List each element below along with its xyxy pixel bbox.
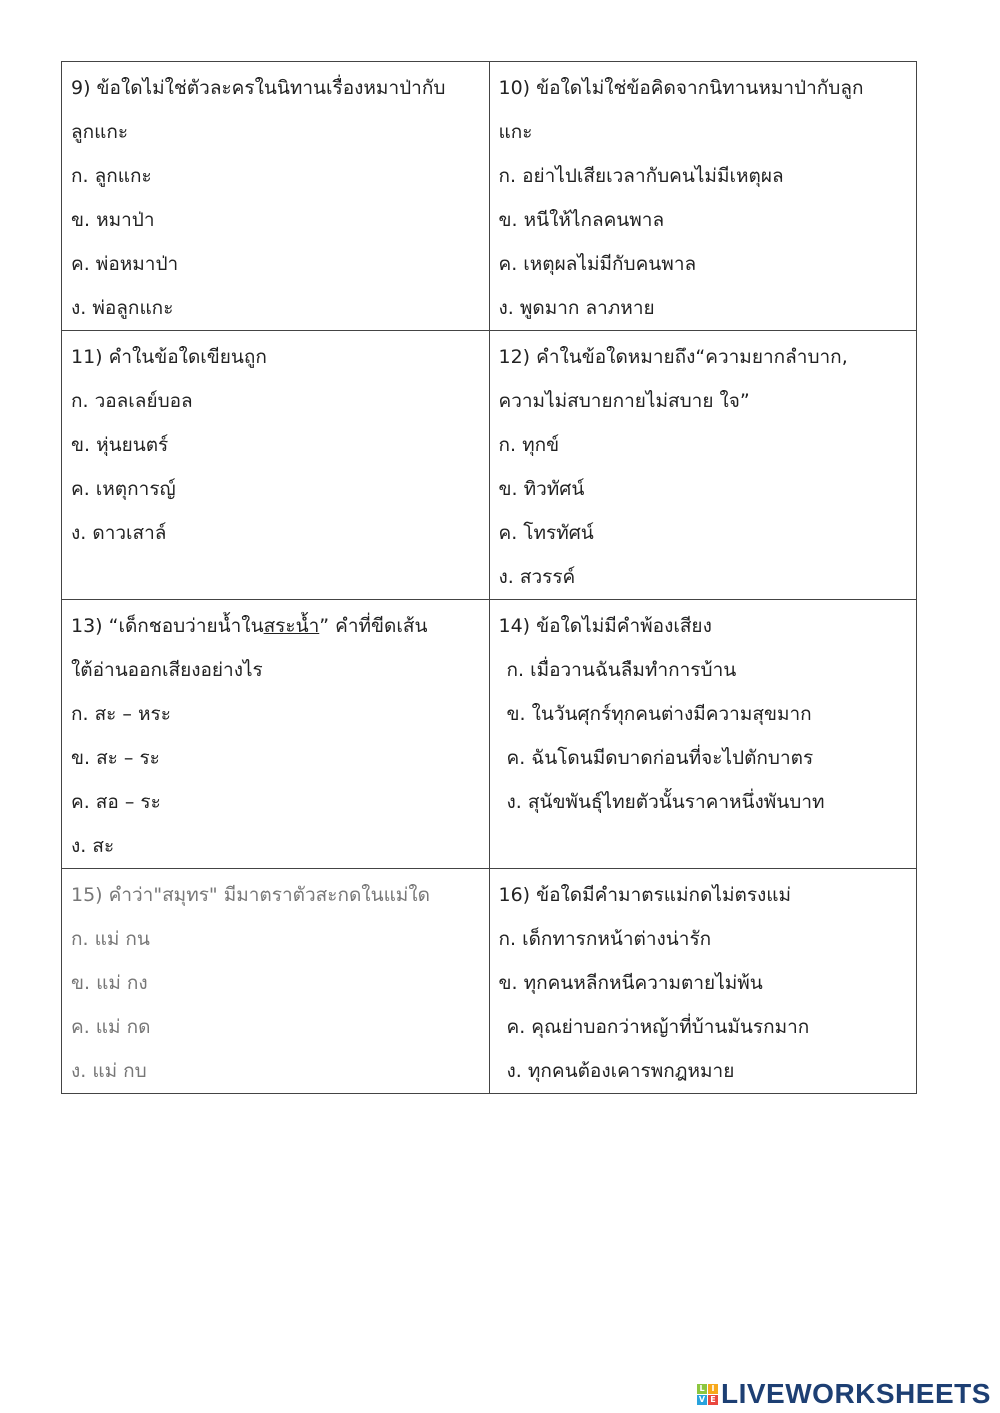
question-12 [489, 331, 917, 600]
logo-text: LIVEWORKSHEETS [721, 1378, 991, 1409]
option[interactable]: ข. แม่ กง [71, 972, 148, 994]
question-15 [62, 869, 490, 1094]
question-text: แกะ [498, 121, 533, 143]
option[interactable]: ข. ทุกคนหลีกหนีความตายไม่พ้น [498, 972, 763, 994]
option[interactable]: ค. โทรทัศน์ [498, 522, 594, 544]
question-11 [62, 331, 490, 600]
question-text: 9) ข้อใดไม่ใช่ตัวละครในนิทานเรื่องหมาป่ากับ [71, 77, 446, 99]
question-text: ความไม่สบายกายไม่สบาย ใจ” [498, 390, 750, 412]
option[interactable]: ค. คุณย่าบอกว่าหญ้าที่บ้านมันรกมาก [506, 1016, 810, 1038]
logo-tiles-icon [697, 1384, 718, 1405]
question-text-part: ” คำที่ขีดเส้น [319, 615, 428, 637]
underlined-word: สระน้ำ [263, 615, 320, 637]
logo-tile: I [708, 1384, 718, 1394]
question-text [71, 604, 481, 648]
option[interactable]: ก. วอลเลย์บอล [71, 390, 193, 412]
option[interactable]: ค. พ่อหมาป่า [71, 253, 179, 275]
question-text: ใต้อ่านออกเสียงอย่างไร [71, 659, 263, 681]
option[interactable]: ข. หนีให้ไกลคนพาล [498, 209, 665, 231]
option[interactable]: ก. ทุกข์ [498, 434, 560, 456]
option[interactable]: ค. แม่ กด [71, 1016, 151, 1038]
logo-tile: E [708, 1395, 718, 1405]
option[interactable]: ง. สะ [71, 835, 115, 857]
option[interactable]: ข. ทิวทัศน์ [498, 478, 585, 500]
option[interactable]: ข. ในวันศุกร์ทุกคนต่างมีความสุขมาก [506, 703, 812, 725]
question-text: 10) ข้อใดไม่ใช่ข้อคิดจากนิทานหมาป่ากับลูก [498, 77, 864, 99]
option[interactable]: ข. หมาป่า [71, 209, 155, 231]
option[interactable]: ก. เมื่อวานฉันลืมทำการบ้าน [506, 659, 737, 681]
question-text: 14) ข้อใดไม่มีคำพ้องเสียง [498, 615, 712, 637]
option[interactable]: ค. เหตุผลไม่มีกับคนพาล [498, 253, 697, 275]
question-text: 15) คำว่า"สมุทร" มีมาตราตัวสะกดในแม่ใด [71, 884, 430, 906]
question-9 [62, 62, 490, 331]
logo-tile: L [697, 1384, 707, 1394]
question-14 [489, 600, 917, 869]
liveworksheets-logo [697, 1378, 991, 1410]
option[interactable]: ง. สวรรค์ [498, 566, 576, 588]
option[interactable]: ก. สะ – หระ [71, 703, 171, 725]
option[interactable]: ข. สะ – ระ [71, 747, 160, 769]
option[interactable]: ก. อย่าไปเสียเวลากับคนไม่มีเหตุผล [498, 165, 784, 187]
question-10 [489, 62, 917, 331]
question-text: ลูกแกะ [71, 121, 129, 143]
option[interactable]: ก. ลูกแกะ [71, 165, 152, 187]
question-text: 11) คำในข้อใดเขียนถูก [71, 346, 267, 368]
question-13 [62, 600, 490, 869]
option[interactable]: ค. สอ – ระ [71, 791, 161, 813]
option[interactable]: ง. พูดมาก ลาภหาย [498, 297, 655, 319]
logo-tile: V [698, 1394, 706, 1404]
option[interactable]: ก. เด็กทารกหน้าต่างน่ารัก [498, 928, 712, 950]
option[interactable]: ง. พ่อลูกแกะ [71, 297, 174, 319]
option[interactable]: ง. สุนัขพันธุ์ไทยตัวนั้นราคาหนึ่งพันบาท [506, 791, 825, 813]
question-text: 12) คำในข้อใดหมายถึง“ความยากลำบาก, [498, 346, 848, 368]
question-text-part: 13) “เด็กชอบว่ายน้ำใน [71, 615, 264, 637]
question-16 [489, 869, 917, 1094]
option[interactable]: ค. ฉันโดนมีดบาดก่อนที่จะไปตักบาตร [506, 747, 814, 769]
option[interactable]: ข. หุ่นยนตร์ [71, 434, 169, 456]
option[interactable]: ค. เหตุการญ์ [71, 478, 176, 500]
option[interactable]: ง. แม่ กบ [71, 1060, 147, 1082]
question-table [61, 61, 917, 1094]
question-text: 16) ข้อใดมีคำมาตรแม่กดไม่ตรงแม่ [498, 884, 792, 906]
option[interactable]: ง. ดาวเสาล์ [71, 522, 167, 544]
option[interactable]: ง. ทุกคนต้องเคารพกฎหมาย [506, 1060, 735, 1082]
option[interactable]: ก. แม่ กน [71, 928, 150, 950]
